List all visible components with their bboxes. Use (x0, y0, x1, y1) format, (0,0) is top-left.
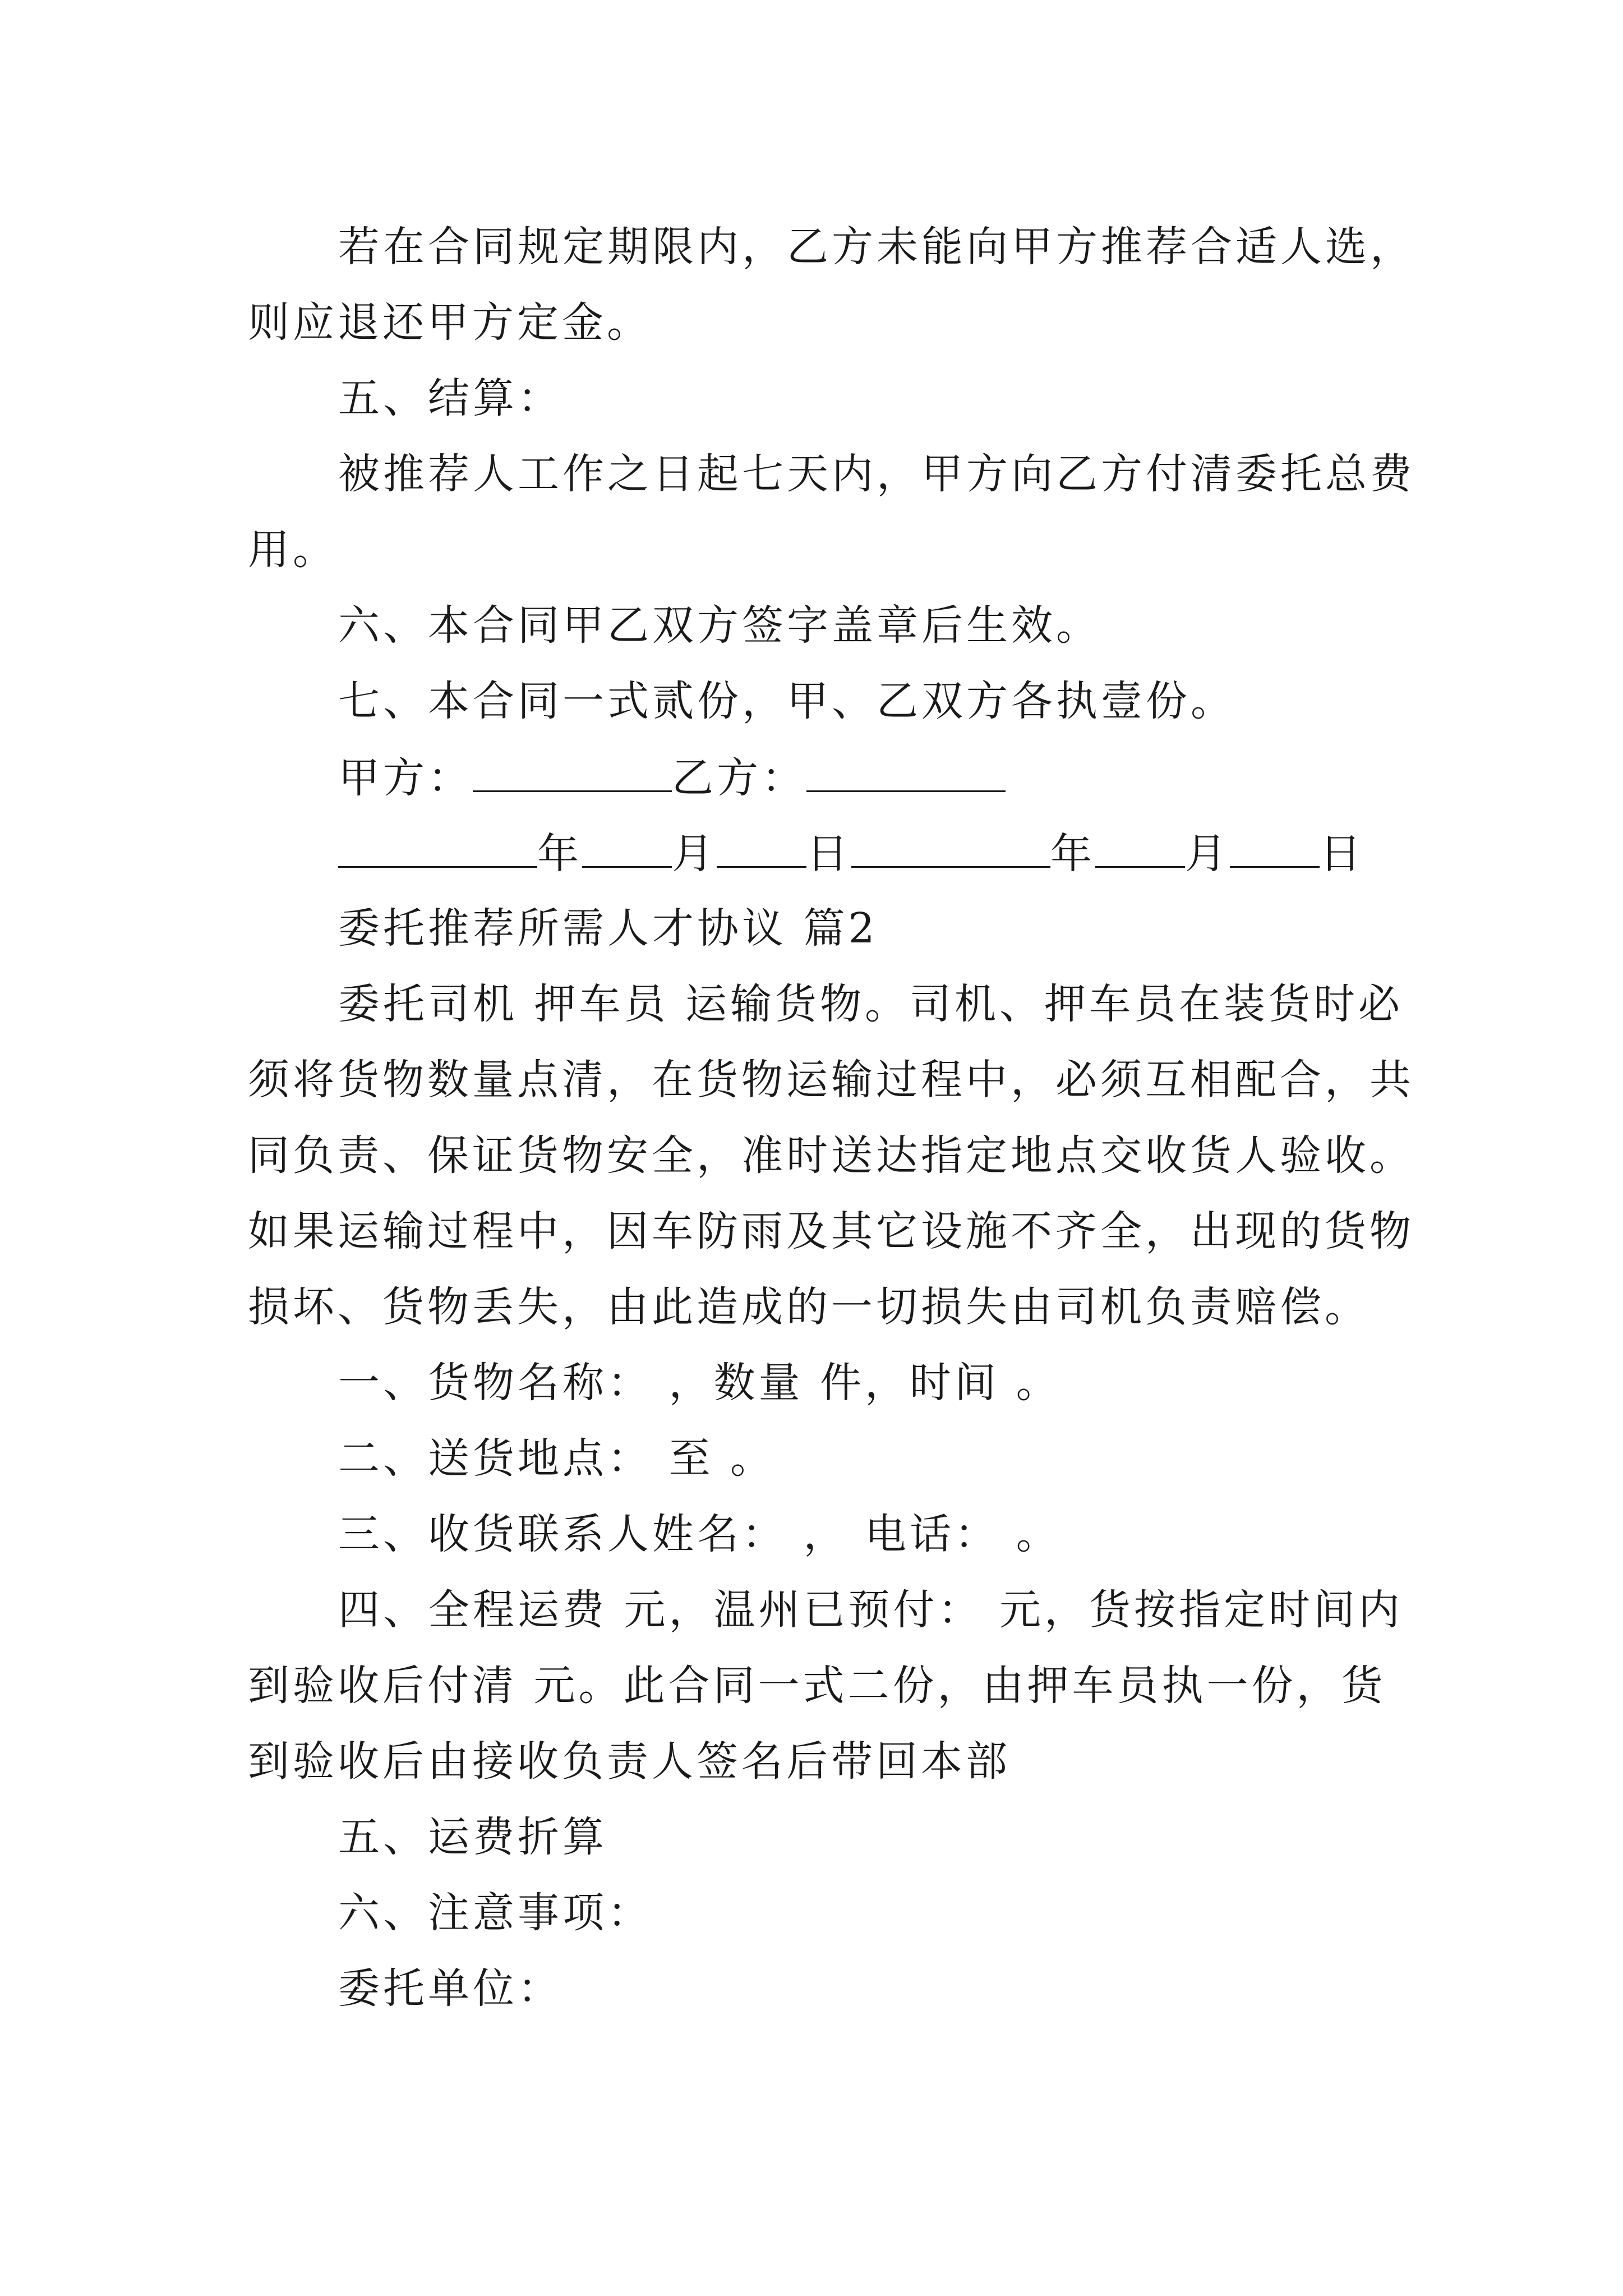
paragraph-line: 四、全程运费 元，温州已预付： 元，货按指定时间内 (338, 1586, 1404, 1634)
paragraph-line: 委托司机 押车员 运输货物。司机、押车员在装货时必 (338, 980, 1404, 1028)
section-heading: 五、结算： (338, 374, 562, 422)
clause-line: 委托单位： (338, 1964, 562, 2013)
day-blank (717, 825, 806, 868)
party-b-blank (806, 749, 1006, 792)
party-b-label: 乙方： (672, 754, 806, 802)
signature-line (338, 749, 1006, 805)
paragraph-line: 损坏、货物丢失，由此造成的一切损失由司机负责赔偿。 (248, 1283, 1370, 1331)
paragraph-line: 到验收后付清 元。此合同一式二份，由押车员执一份，货 (248, 1662, 1386, 1710)
year-label: 年 (537, 830, 582, 878)
clause-line: 五、运费折算 (338, 1813, 607, 1861)
day-label: 日 (1320, 830, 1364, 878)
month-blank (1095, 825, 1185, 868)
party-a-blank (473, 749, 672, 792)
document-title: 委托推荐所需人才协议 篇2 (338, 904, 878, 953)
paragraph-line: 须将货物数量点清，在货物运输过程中，必须互相配合，共 (248, 1056, 1414, 1104)
year-blank (851, 825, 1050, 868)
clause-line: 一、货物名称： ，数量 件，时间 。 (338, 1359, 1061, 1407)
year-blank (338, 825, 537, 868)
day-blank (1230, 825, 1320, 868)
paragraph-line: 若在合同规定期限内，乙方未能向甲方推荐合适人选， (338, 223, 1415, 271)
paragraph-line: 被推荐人工作之日起七天内，甲方向乙方付清委托总费 (338, 450, 1415, 498)
month-label: 月 (1185, 830, 1230, 878)
year-label: 年 (1050, 830, 1095, 878)
party-a-label: 甲方： (338, 754, 473, 802)
paragraph-line: 用。 (248, 526, 338, 574)
month-blank (582, 825, 672, 868)
paragraph-line: 到验收后由接收负责人签名后带回本部 (248, 1737, 1011, 1786)
clause-line: 六、注意事项： (338, 1889, 652, 1937)
paragraph-line: 如果运输过程中，因车防雨及其它设施不齐全，出现的货物 (248, 1207, 1414, 1255)
paragraph-line: 同负责、保证货物安全，准时送达指定地点交收货人验收。 (248, 1131, 1414, 1180)
month-label: 月 (672, 830, 717, 878)
clause-line: 六、本合同甲乙双方签字盖章后生效。 (338, 601, 1101, 650)
clause-line: 三、收货联系人姓名： ， 电话： 。 (338, 1510, 1061, 1558)
clause-line: 七、本合同一式贰份，甲、乙双方各执壹份。 (338, 677, 1235, 725)
date-line (338, 825, 1364, 881)
clause-line: 二、送货地点： 至 。 (338, 1434, 776, 1483)
day-label: 日 (806, 830, 851, 878)
paragraph-line: 则应退还甲方定金。 (248, 298, 652, 347)
